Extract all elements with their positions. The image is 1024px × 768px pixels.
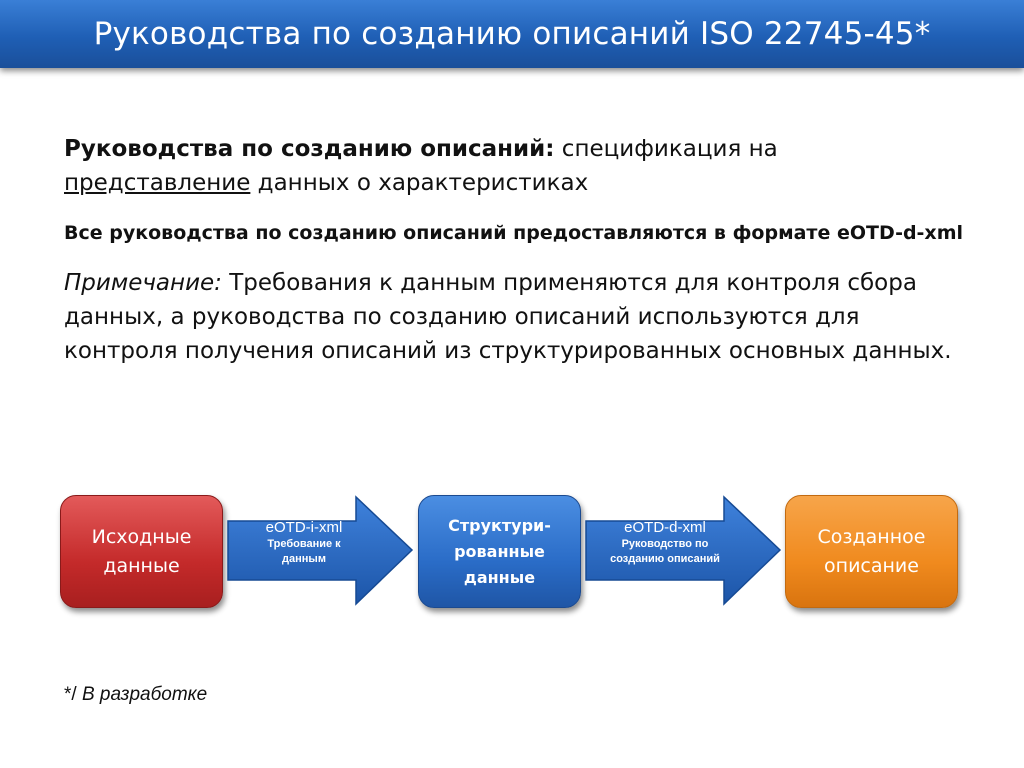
- arrow1-desc-line1: Требование к: [267, 538, 341, 550]
- arrow2-format: eOTD-d-xml: [624, 519, 706, 536]
- created-description-line2: описание: [824, 554, 919, 577]
- created-description-line1: Созданное: [817, 525, 926, 548]
- footnote-text: В разработке: [81, 684, 208, 705]
- structured-data-box: [418, 495, 581, 608]
- arrow2-desc-line1: Руководство по: [621, 538, 709, 550]
- created-description-box: [785, 495, 958, 608]
- source-data-line1: Исходные: [91, 525, 192, 548]
- footnote-mark: */: [64, 684, 77, 705]
- paragraph-definition: [64, 132, 964, 200]
- definition-underlined: представление: [64, 170, 251, 196]
- slide-title: Руководства по созданию описаний ISO 22745-45*: [93, 16, 931, 52]
- source-data-line2: данные: [103, 554, 180, 577]
- structured-data-line1: Структури-: [448, 515, 551, 535]
- paragraph-note: [64, 266, 964, 368]
- structured-data-line3: данные: [463, 567, 536, 587]
- process-flow-diagram: [0, 480, 1024, 620]
- structured-data-line2: рованные: [454, 541, 545, 561]
- note-label: Примечание:: [64, 270, 222, 296]
- source-data-box: [60, 495, 223, 608]
- arrow1-desc-line2: данным: [282, 553, 326, 565]
- footnote: [64, 684, 207, 706]
- definition-text-1: спецификация на: [554, 136, 778, 162]
- arrow1-format: eOTD-i-xml: [265, 519, 343, 536]
- arrow-eotd-i-xml: [226, 495, 414, 606]
- slide-content: [64, 132, 964, 368]
- title-bar: [0, 0, 1024, 68]
- arrow2-desc-line2: созданию описаний: [610, 553, 720, 565]
- definition-text-2: данных о характеристиках: [250, 170, 589, 196]
- definition-term: Руководства по созданию описаний:: [64, 136, 555, 162]
- paragraph-format: Все руководства по созданию описаний предоставляются в формате eOTD-d-xml: [64, 222, 964, 244]
- note-text: Требования к данным применяются для контроля сбора данных, а руководства по созданию описаний используются для контроля получения описаний из структурированных основных данных.: [64, 270, 952, 364]
- arrow-eotd-d-xml: [584, 495, 782, 606]
